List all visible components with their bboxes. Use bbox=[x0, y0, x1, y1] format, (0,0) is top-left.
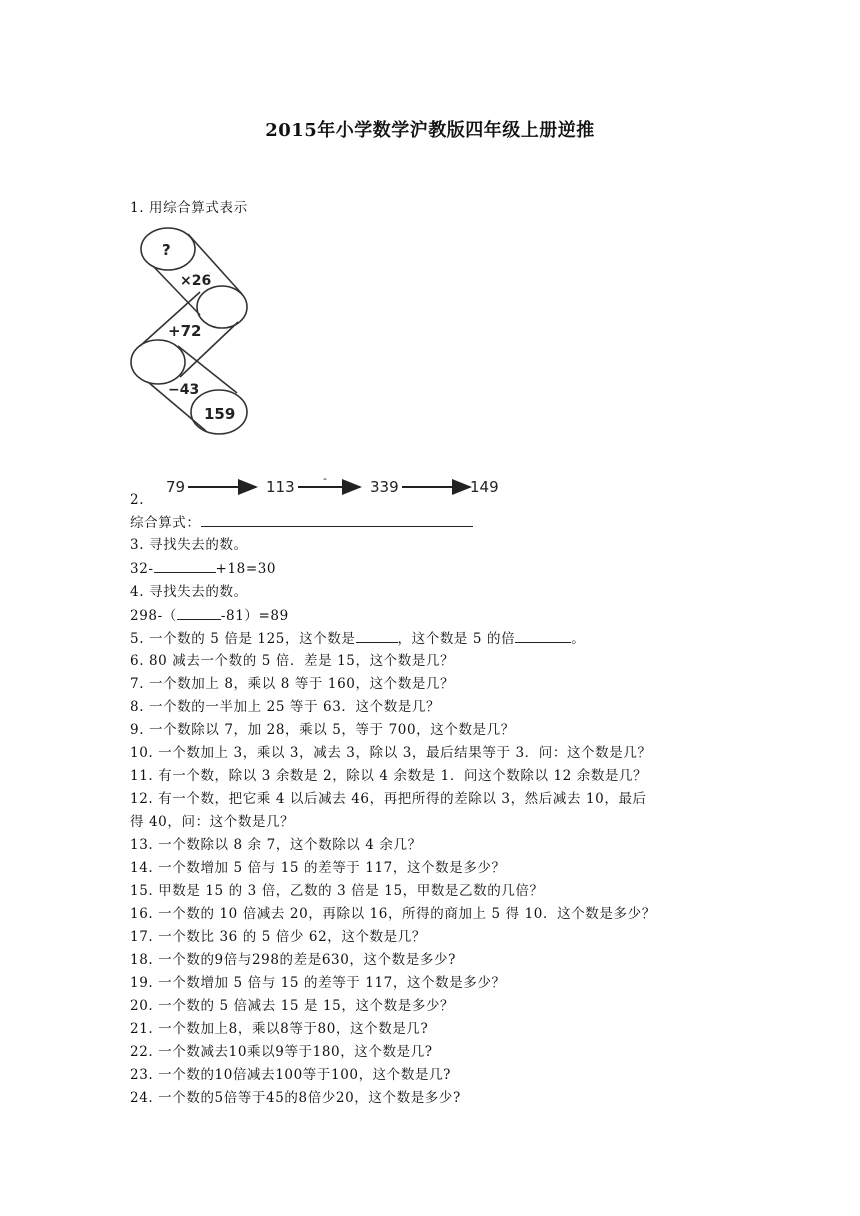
question-4-expression bbox=[130, 605, 289, 626]
q3-expr-right: +18=30 bbox=[215, 561, 277, 577]
question-9: 9. 一个数除以 7，加 28，乘以 5，等于 700，这个数是几？ bbox=[130, 722, 515, 738]
q3-blank[interactable] bbox=[154, 558, 216, 573]
question-6: 6. 80 减去一个数的 5 倍．差是 15，这个数是几？ bbox=[130, 653, 455, 669]
page-title: 2015年小学数学沪教版四年级上册逆推 bbox=[265, 120, 595, 141]
question-14: 14. 一个数增加 5 倍与 15 的差等于 117，这个数是多少？ bbox=[130, 860, 506, 876]
question-18: 18. 一个数的9倍与298的差是630，这个数是多少? bbox=[130, 952, 456, 968]
question-20: 20. 一个数的 5 倍减去 15 是 15，这个数是多少？ bbox=[130, 998, 455, 1014]
question-2-number: 2. bbox=[130, 492, 145, 508]
question-17: 17. 一个数比 36 的 5 倍少 62，这个数是几？ bbox=[130, 929, 426, 945]
q1-flow-diagram bbox=[128, 222, 258, 442]
q2-mid-mark: - bbox=[323, 474, 327, 485]
q1-op-add: +72 bbox=[168, 322, 202, 340]
question-21: 21. 一个数加上8，乘以8等于80，这个数是几? bbox=[130, 1021, 429, 1037]
q1-top-value: ? bbox=[162, 241, 171, 259]
question-7: 7. 一个数加上 8，乘以 8 等于 160，这个数是几？ bbox=[130, 676, 455, 692]
question-5 bbox=[130, 628, 585, 649]
q1-bottom-value: 159 bbox=[204, 405, 236, 423]
q5-part-a: 5. 一个数的 5 倍是 125，这个数是 bbox=[130, 631, 356, 647]
q2-formula-blank[interactable] bbox=[201, 512, 473, 527]
q1-op-subtract: −43 bbox=[168, 382, 200, 398]
question-1-text: 1. 用综合算式表示 bbox=[130, 200, 248, 216]
q3-expr-left: 32- bbox=[130, 561, 154, 577]
question-2-formula bbox=[130, 512, 473, 533]
question-3-text: 3. 寻找失去的数。 bbox=[130, 537, 248, 553]
q5-part-b: ，这个数是 5 的倍 bbox=[397, 631, 516, 647]
question-24: 24. 一个数的5倍等于45的8倍少20，这个数是多少? bbox=[130, 1090, 461, 1106]
question-10: 10. 一个数加上 3，乘以 3，减去 3，除以 3，最后结果等于 3．问：这个数是几？ bbox=[130, 745, 652, 761]
q2-value-4: 149 bbox=[470, 478, 499, 496]
question-12: 12. 有一个数，把它乘 4 以后减去 46，再把所得的差除以 3，然后减去 10，最后 bbox=[130, 791, 647, 807]
q4-expr-left: 298-（ bbox=[130, 608, 177, 624]
question-8: 8. 一个数的一半加上 25 等于 63．这个数是几？ bbox=[130, 699, 441, 715]
q2-value-2: 113 bbox=[266, 478, 295, 496]
question-3-expression bbox=[130, 558, 276, 579]
q4-expr-right: -81）=89 bbox=[220, 608, 289, 624]
question-23: 23. 一个数的10倍减去100等于100，这个数是几? bbox=[130, 1067, 452, 1083]
q2-formula-label: 综合算式： bbox=[130, 515, 201, 531]
q2-value-1: 79 bbox=[166, 478, 186, 496]
q2-value-3: 339 bbox=[370, 478, 399, 496]
question-12-continued: 得 40，问：这个数是几？ bbox=[130, 814, 295, 830]
question-4-text: 4. 寻找失去的数。 bbox=[130, 584, 248, 600]
q1-op-multiply: ×26 bbox=[180, 273, 212, 289]
q5-blank-2[interactable] bbox=[515, 628, 571, 643]
question-13: 13. 一个数除以 8 余 7，这个数除以 4 余几？ bbox=[130, 837, 422, 853]
question-11: 11. 有一个数，除以 3 余数是 2，除以 4 余数是 1．问这个数除以 12 余数是几？ bbox=[130, 768, 648, 784]
q4-blank[interactable] bbox=[177, 605, 221, 620]
q1-ellipse-lower-left bbox=[131, 340, 185, 384]
q5-blank-1[interactable] bbox=[356, 628, 398, 643]
q5-part-c: 。 bbox=[571, 631, 586, 647]
question-16: 16. 一个数的 10 倍减去 20，再除以 16，所得的商加上 5 得 10．这个数是多少？ bbox=[130, 906, 656, 922]
question-22: 22. 一个数减去10乘以9等于180，这个数是几? bbox=[130, 1044, 433, 1060]
question-15: 15. 甲数是 15 的 3 倍，乙数的 3 倍是 15，甲数是乙数的几倍？ bbox=[130, 883, 544, 899]
q2-number-chain bbox=[160, 474, 540, 498]
question-19: 19. 一个数增加 5 倍与 15 的差等于 117，这个数是多少？ bbox=[130, 975, 506, 991]
